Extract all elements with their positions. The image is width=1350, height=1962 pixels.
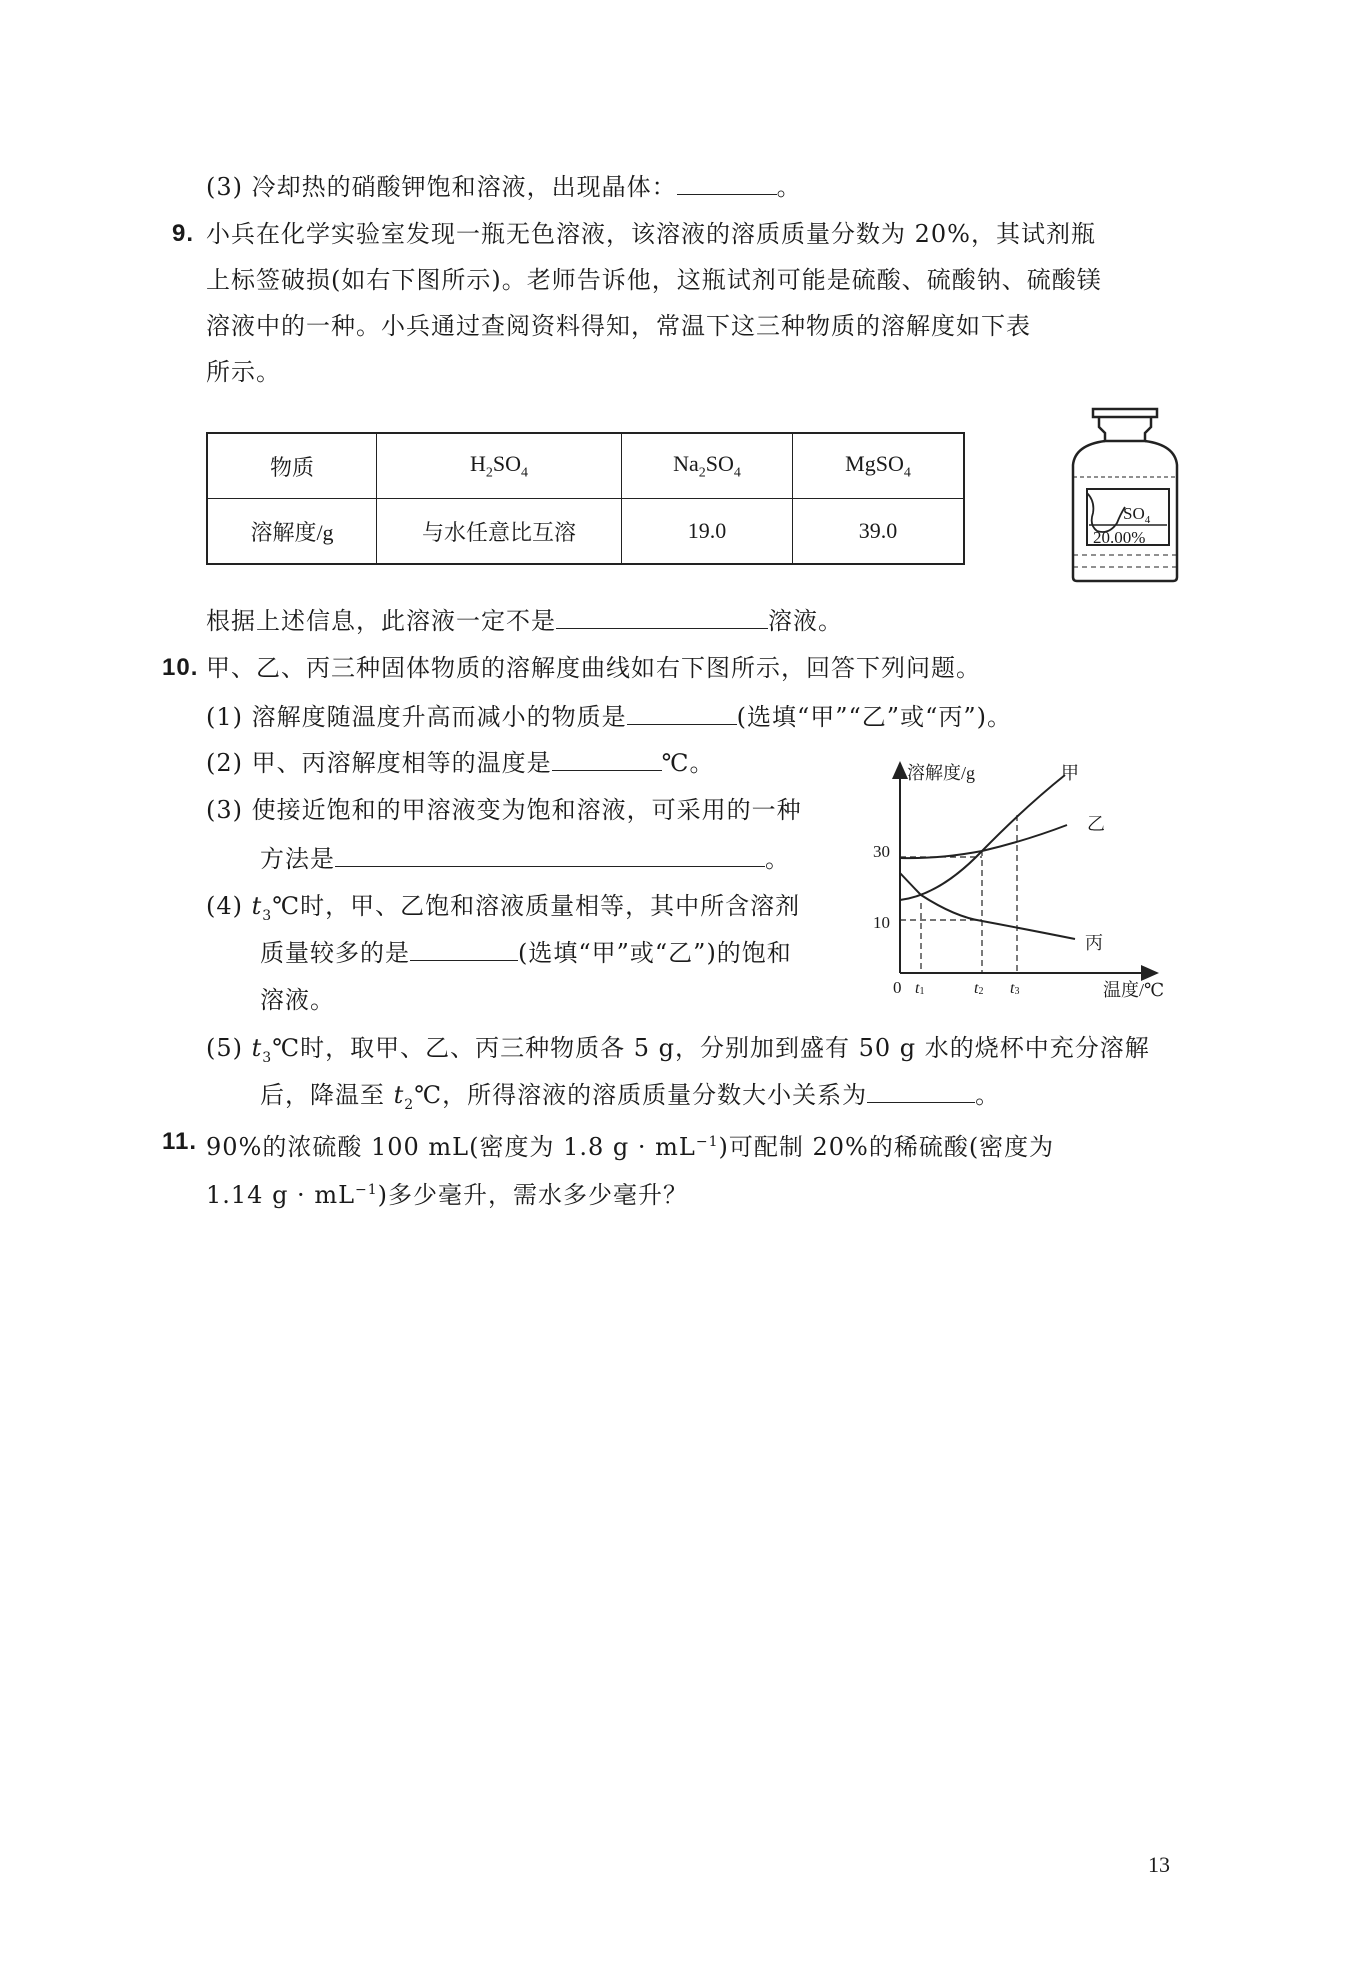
part-text: ℃时，甲、乙饱和溶液质量相等，其中所含溶剂 bbox=[272, 892, 801, 920]
q11-text: )多少毫升，需水多少毫升？ bbox=[377, 1181, 689, 1209]
part-text-end: (选填“甲”“乙”或“丙”)。 bbox=[736, 703, 1012, 731]
curve-bing bbox=[900, 873, 1075, 939]
answer-blank[interactable] bbox=[410, 936, 518, 961]
part-text: ℃，所得溶液的溶质质量分数大小关系为 bbox=[414, 1081, 868, 1109]
q9-conclusion bbox=[206, 604, 843, 637]
part-text: 质量较多的是 bbox=[260, 939, 410, 967]
q9-line-3: 溶液中的一种。小兵通过查阅资料得知，常温下这三种物质的溶解度如下表 bbox=[206, 312, 1031, 340]
q10-part4-line1 bbox=[206, 890, 800, 932]
q8-part3 bbox=[206, 170, 802, 203]
table-cell: MgSO$_4$ bbox=[793, 433, 965, 499]
reagent-bottle-figure bbox=[1065, 405, 1185, 585]
table-row bbox=[207, 499, 964, 565]
q11-number: 11. bbox=[162, 1128, 198, 1155]
series-label-jia: 甲 bbox=[1061, 763, 1079, 783]
table-cell: $Na_2SO_4$ bbox=[622, 433, 793, 499]
table-cell: 39.0 bbox=[793, 499, 965, 565]
table-cell: 溶解度/g bbox=[207, 499, 377, 565]
part-text-end: ℃。 bbox=[661, 749, 715, 777]
answer-blank[interactable] bbox=[552, 746, 662, 771]
series-label-yi: 乙 bbox=[1087, 814, 1105, 834]
part-text: (选填“甲”或“乙”)的饱和 bbox=[518, 939, 792, 967]
q11-text: )可配制 20%的稀硫酸(密度为 bbox=[718, 1133, 1055, 1161]
superscript: −1 bbox=[695, 1134, 719, 1150]
q10-part5-line1 bbox=[206, 1032, 1150, 1074]
q9-line-1: 小兵在化学实验室发现一瓶无色溶液，该溶液的溶质质量分数为 20%，其试剂瓶 bbox=[206, 220, 1096, 248]
q10-part2 bbox=[206, 746, 715, 779]
bottle-label-formula: $SO_4$ bbox=[1123, 504, 1151, 526]
q11-line1 bbox=[206, 1126, 1054, 1163]
solubility-curve-chart bbox=[865, 755, 1180, 1000]
q10-part1 bbox=[206, 700, 1012, 733]
q9-conclusion-text: 根据上述信息，此溶液一定不是 bbox=[206, 607, 556, 635]
x-axis-label: 温度/℃ bbox=[1103, 979, 1165, 1000]
table-row bbox=[207, 433, 964, 499]
q8-part3-text: 冷却热的硝酸钾饱和溶液，出现晶体： bbox=[251, 173, 677, 201]
q11-text: 90%的浓硫酸 100 mL(密度为 1.8 g · mL bbox=[206, 1133, 696, 1161]
x-tick-label: $t_2$ bbox=[974, 980, 984, 998]
superscript: −1 bbox=[355, 1182, 378, 1198]
q8-part3-num: (3) bbox=[206, 173, 243, 201]
q9-conclusion-end: 溶液。 bbox=[768, 607, 843, 635]
answer-blank[interactable] bbox=[335, 842, 765, 867]
y-tick-label: 30 bbox=[873, 842, 890, 861]
part-text: 方法是 bbox=[260, 845, 335, 873]
q10-number: 10. bbox=[162, 654, 199, 681]
part-num: (4) bbox=[206, 892, 243, 920]
part-text: ℃时，取甲、乙、丙三种物质各 5 g，分别加到盛有 50 g 水的烧杯中充分溶解 bbox=[272, 1034, 1150, 1062]
temp-subscript: 3 bbox=[262, 907, 273, 924]
table-cell: 与水任意比互溶 bbox=[377, 499, 622, 565]
q9-line-4: 所示。 bbox=[206, 358, 281, 386]
answer-blank[interactable] bbox=[627, 700, 737, 725]
part-text: 溶解度随温度升高而减小的物质是 bbox=[251, 703, 627, 731]
q8-part3-end: 。 bbox=[776, 173, 802, 201]
answer-blank[interactable] bbox=[556, 604, 768, 629]
temp-symbol: t bbox=[251, 1034, 263, 1062]
curve-yi bbox=[900, 825, 1067, 858]
part-num: (2) bbox=[206, 749, 243, 777]
q11-line2 bbox=[206, 1174, 688, 1211]
part-text-end: 。 bbox=[765, 845, 790, 873]
table-cell: 19.0 bbox=[622, 499, 793, 565]
temp-subscript: 3 bbox=[262, 1049, 273, 1066]
x-tick-label: $t_3$ bbox=[1010, 980, 1020, 998]
part-num: (5) bbox=[206, 1034, 243, 1062]
y-axis-label: 溶解度/g bbox=[907, 763, 976, 783]
q10-part4-line2 bbox=[260, 936, 792, 969]
q10-stem: 甲、乙、丙三种固体物质的溶解度曲线如右下图所示，回答下列问题。 bbox=[206, 654, 981, 682]
part-text: 后，降温至 bbox=[260, 1081, 394, 1109]
part-num: (1) bbox=[206, 703, 243, 731]
part-text: 甲、丙溶解度相等的温度是 bbox=[251, 749, 552, 777]
solubility-table bbox=[206, 432, 965, 565]
answer-blank[interactable] bbox=[677, 170, 777, 195]
temp-subscript: 2 bbox=[404, 1096, 415, 1113]
q11-text: 1.14 g · mL bbox=[206, 1181, 356, 1209]
q10-part3-line2 bbox=[260, 842, 790, 875]
series-label-bing: 丙 bbox=[1085, 933, 1103, 953]
y-tick-label: 10 bbox=[873, 913, 890, 932]
part-text-end: 。 bbox=[975, 1081, 1001, 1109]
page-number: 13 bbox=[1148, 1852, 1170, 1877]
bottle-label-percent: 20.00% bbox=[1093, 528, 1146, 547]
q10-part3-line1 bbox=[206, 794, 802, 826]
q9-line-2: 上标签破损(如右下图所示)。老师告诉他，这瓶试剂可能是硫酸、硫酸钠、硫酸镁 bbox=[206, 266, 1102, 294]
q10-part5-line2 bbox=[260, 1078, 1000, 1121]
q9-number: 9. bbox=[172, 220, 195, 247]
table-cell: 物质 bbox=[207, 433, 377, 499]
temp-symbol: t bbox=[393, 1081, 405, 1109]
origin-label: 0 bbox=[893, 978, 902, 997]
part-text: 使接近饱和的甲溶液变为饱和溶液，可采用的一种 bbox=[251, 796, 802, 824]
temp-symbol: t bbox=[251, 892, 263, 920]
part-num: (3) bbox=[206, 796, 243, 824]
q10-part4-line3: 溶液。 bbox=[260, 986, 335, 1014]
table-cell: $H_2SO_4$ bbox=[377, 433, 622, 499]
answer-blank[interactable] bbox=[867, 1078, 975, 1103]
x-tick-label: $t_1$ bbox=[915, 980, 925, 998]
